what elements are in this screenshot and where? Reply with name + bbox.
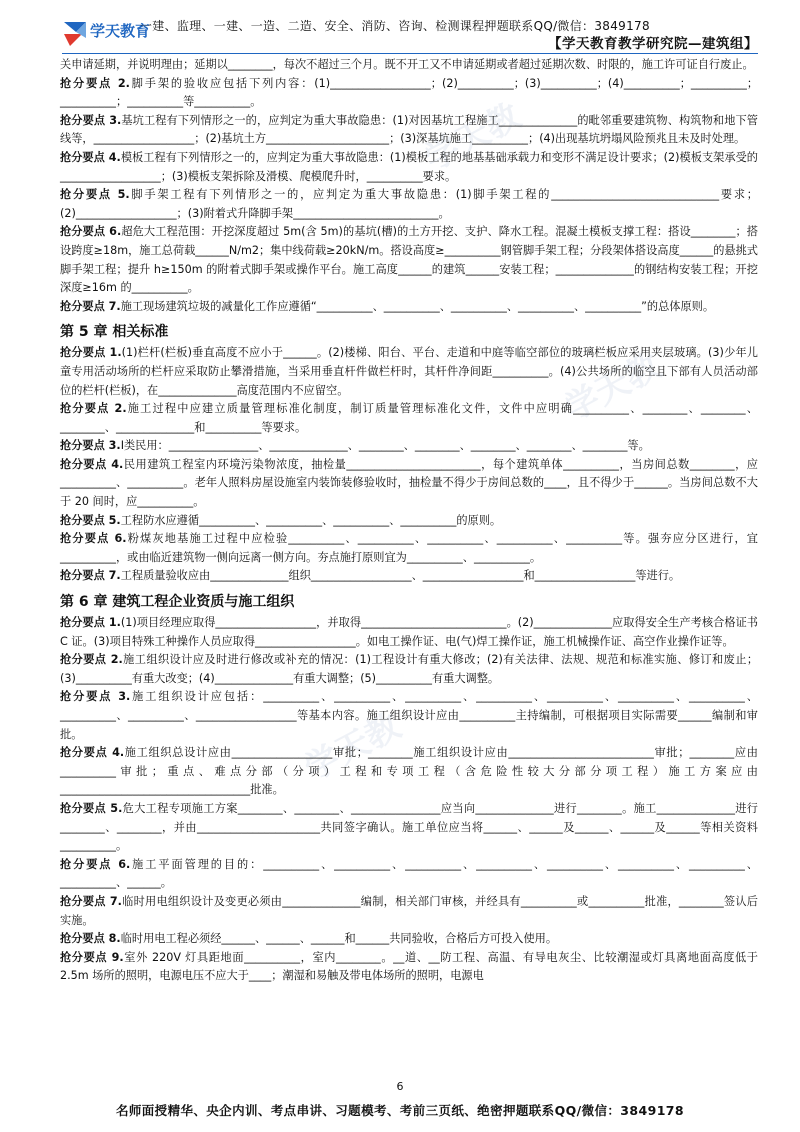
key-point-label: 抢分要点 2.	[60, 76, 130, 90]
key-point-text: 脚手架的验收应包括下列内容：(1)__________________；(2)__________；(3)__________；(4)__________；__________；__________；__________等__________。	[60, 76, 759, 109]
key-point-label: 抢分要点 8.	[60, 932, 121, 946]
key-point-label: 抢分要点 6.	[60, 532, 127, 546]
logo-text: 学天教育	[90, 22, 151, 40]
key-point	[60, 530, 758, 567]
key-point-label: 抢分要点 4.	[60, 746, 125, 760]
watermark: 学天教	[298, 705, 408, 790]
key-point-text: 施工过程中应建立质量管理标准化制度，制订质量管理标准化文件，文件中应明确__________、________、________、________、______________和__________等要求。	[60, 402, 758, 434]
key-point-text: 粉煤灰地基施工过程中应检验__________、__________、__________、__________、__________等。强夯应分区进行，宜__________，或由临近建筑物一侧向远离一侧方向。夯点施打原则宜为__________、__________。	[60, 532, 758, 564]
key-point	[60, 930, 758, 949]
key-point	[60, 186, 758, 223]
key-point-text: 临时用电工程必须经______、______、______和______共同验收，合格后方可投入使用。	[120, 932, 558, 946]
key-point-text: 施工组织设计应及时进行修改或补充的情况：(1)工程设计有重大修改；(2)有关法律、法规、规范和标准实施、修订和废止；(3)__________有重大改变；(4)______________有重大调整；(5)__________有重大调整。	[60, 653, 758, 685]
logo-icon	[62, 18, 88, 48]
key-point-label: 抢分要点 3.	[60, 690, 131, 704]
key-point-label: 抢分要点 5.	[60, 801, 123, 815]
key-point	[60, 112, 758, 149]
key-point	[60, 651, 758, 688]
key-point-text: 施工平面管理的目的：__________、__________、__________、__________、__________、__________、__________、__________、______。	[60, 857, 758, 890]
key-point-text: (1)栏杆(栏板)垂直高度不应小于______。(2)楼梯、阳台、平台、走道和中庭等临空部位的玻璃栏板应采用夹层玻璃。(3)少年儿童专用活动场所的栏杆应采取防止攀滑措施，当采用垂直杆件做栏杆时，其杆件净间距__________。(4)公共场所的临空且下部有人员活动部位的栏杆(栏板)，在______________高度范围内不应留空。	[60, 346, 758, 397]
key-point-text: 基坑工程有下列情形之一的，应判定为重大事故隐患：(1)对因基坑工程施工______________的毗邻重要建筑物、构筑物和地下管线等，__________________；(2)基坑土方______________________；(3)深基坑施工__________；(4)出现基坑坍塌风险预兆且未及时处理。	[60, 113, 758, 146]
key-point-text: 超危大工程范围：开挖深度超过 5m(含 5m)的基坑(槽)的土方开挖、支护、降水工程。混凝土模板支撑工程：搭设________；搭设跨度≥18m，施工总荷载______N/m2；集中线荷载≥20kN/m。搭设高度≥__________钢管脚手架工程；分段架体搭设高度______的悬挑式脚手架工程；提升 h≥150m 的附着式脚手架或操作平台。施工高度______的建筑______安装工程；______________的钢结构安装工程；开挖深度≥16m 的__________。	[60, 225, 758, 295]
key-point-label: 抢分要点 6.	[60, 857, 131, 871]
chapter-heading: 第 5 章 相关标准	[60, 324, 169, 341]
key-point-label: 抢分要点 1.	[60, 346, 122, 360]
key-point-text: 工程防水应遵循__________、__________、__________、__________的原则。	[120, 513, 502, 527]
header-institute: 【学天教育教学研究院—建筑组】	[548, 36, 758, 52]
watermark: 学天教	[418, 95, 528, 180]
key-point-label: 抢分要点 3.	[60, 113, 122, 127]
key-point-text: 施工组织设计应包括：__________、__________、__________、__________、__________、__________、__________、__________、__________、__________________等基本内容。施工组织设计应由__________主持编制，可根据项目实际需要______编制和审批。	[60, 690, 758, 741]
key-point-text: 室外 220V 灯具距地面__________，室内________。__道、__防工程、高温、有导电灰尘、比较潮湿或灯具离地面高度低于 2.5m 场所的照明，电源电压不应大于____；潮湿和易触及带电体场所的照明，电源电	[60, 950, 758, 983]
chapter-heading: 第 6 章 建筑工程企业资质与施工组织	[60, 594, 295, 611]
key-point	[60, 856, 758, 893]
watermark: 学天教	[558, 345, 668, 430]
key-point-text: Ⅰ类民用：________________、______________、________、________、________、________、________等。	[120, 439, 650, 453]
key-point	[60, 949, 758, 986]
key-point-text: 民用建筑工程室内环境污染物浓度，抽检量________________________，每个建筑单体__________，当房间总数________，应__________、__________。老年人照料房屋设施室内装饰装修验收时，抽检量不得少于房间总数的____，且不得少于______。当房间总数不大于 20 间时，应__________。	[60, 457, 758, 509]
key-point-text: 危大工程专项施工方案________、________、________________应当向______________进行________。施工______________进行________、________，并由______________________共同签字确认。施工单位应当将______、______及______、______及______等相关资料__________。	[60, 801, 758, 853]
key-point	[60, 567, 758, 586]
key-point-text: 施工组织总设计应由__________________审批；________施工组织设计应由__________________________审批；________应由__________审批；重点、难点分部（分项）工程和专项工程（含危险性较大分部分项工程）施工方案应由__________________________________批准。	[60, 746, 758, 797]
key-point-label: 抢分要点 1.	[60, 616, 121, 630]
key-point-text: 模板工程有下列情形之一的，应判定为重大事故隐患：(1)模板工程的地基基础承载力和变形不满足设计要求；(2)模板支架承受的__________________；(3)模板支架拆除及滑模、爬模爬升时，__________要求。	[60, 150, 758, 183]
key-point-label: 抢分要点 6.	[60, 225, 122, 239]
key-point-label: 抢分要点 4.	[60, 150, 121, 164]
key-point-label: 抢分要点 5.	[60, 513, 121, 527]
key-point-text: 脚手架工程有下列情形之一的，应判定为重大事故隐患：(1)脚手架工程的______________________________要求；(2)__________________；(3)附着式升降脚手架__________________________。	[60, 188, 758, 220]
key-point-label: 抢分要点 9.	[60, 950, 124, 964]
key-point-label: 抢分要点 7.	[60, 894, 122, 908]
key-point	[60, 800, 758, 856]
key-point-text: 施工现场建筑垃圾的减量化工作应遵循“__________、__________、__________、__________、__________”的总体原则。	[120, 299, 715, 313]
key-point-label: 抢分要点 4.	[60, 457, 124, 471]
key-point-text: (1)项目经理应取得__________________，并取得__________________________。(2)______________应取得安全生产考核合格证书 C 证。(3)项目特殊工种操作人员应取得__________________。如电工操作证、电(气)焊工操作证，施工机械操作证、高空作业操作证等。	[60, 616, 758, 648]
key-point	[60, 298, 758, 317]
key-point	[60, 223, 758, 297]
page-number: 6	[396, 1080, 404, 1093]
key-point	[60, 512, 758, 531]
key-point-label: 抢分要点 3.	[60, 439, 121, 453]
key-point-text: 临时用电组织设计及变更必须由______________编制，相关部门审核，并经具有__________或__________批准，________签认后实施。	[60, 894, 758, 927]
key-point	[60, 688, 758, 744]
key-point	[60, 893, 758, 930]
key-point-label: 抢分要点 7.	[60, 569, 121, 583]
key-point-label: 抢分要点 2.	[60, 402, 127, 416]
key-point-label: 抢分要点 5.	[60, 188, 130, 202]
key-point	[60, 614, 758, 651]
key-point-text: 工程质量验收应由______________组织__________________、__________________和__________________等进行。	[120, 569, 681, 583]
page-footer: 名师面授精华、央企内训、考点串讲、习题模考、考前三页纸、绝密押题联系QQ/微信：3849178	[115, 1103, 684, 1118]
key-point	[60, 456, 758, 512]
paragraph: 关申请延期，并说明理由；延期以________，每次不超过三个月。既不开工又不申请延期或者超过延期次数、时限的，施工许可证自行废止。	[60, 58, 754, 71]
page-header	[62, 14, 762, 54]
key-point	[60, 400, 758, 437]
header-divider	[62, 53, 758, 54]
key-point	[60, 744, 758, 800]
key-point	[60, 75, 758, 112]
key-point	[60, 437, 758, 456]
key-point	[60, 344, 758, 400]
key-point-label: 抢分要点 2.	[60, 653, 123, 667]
key-point-label: 抢分要点 7.	[60, 299, 121, 313]
key-point	[60, 149, 758, 186]
header-promo: 一建、监理、一建、一造、二造、安全、消防、咨询、检测课程押题联系QQ/微信：3849178	[140, 19, 650, 33]
page-content	[60, 56, 758, 986]
